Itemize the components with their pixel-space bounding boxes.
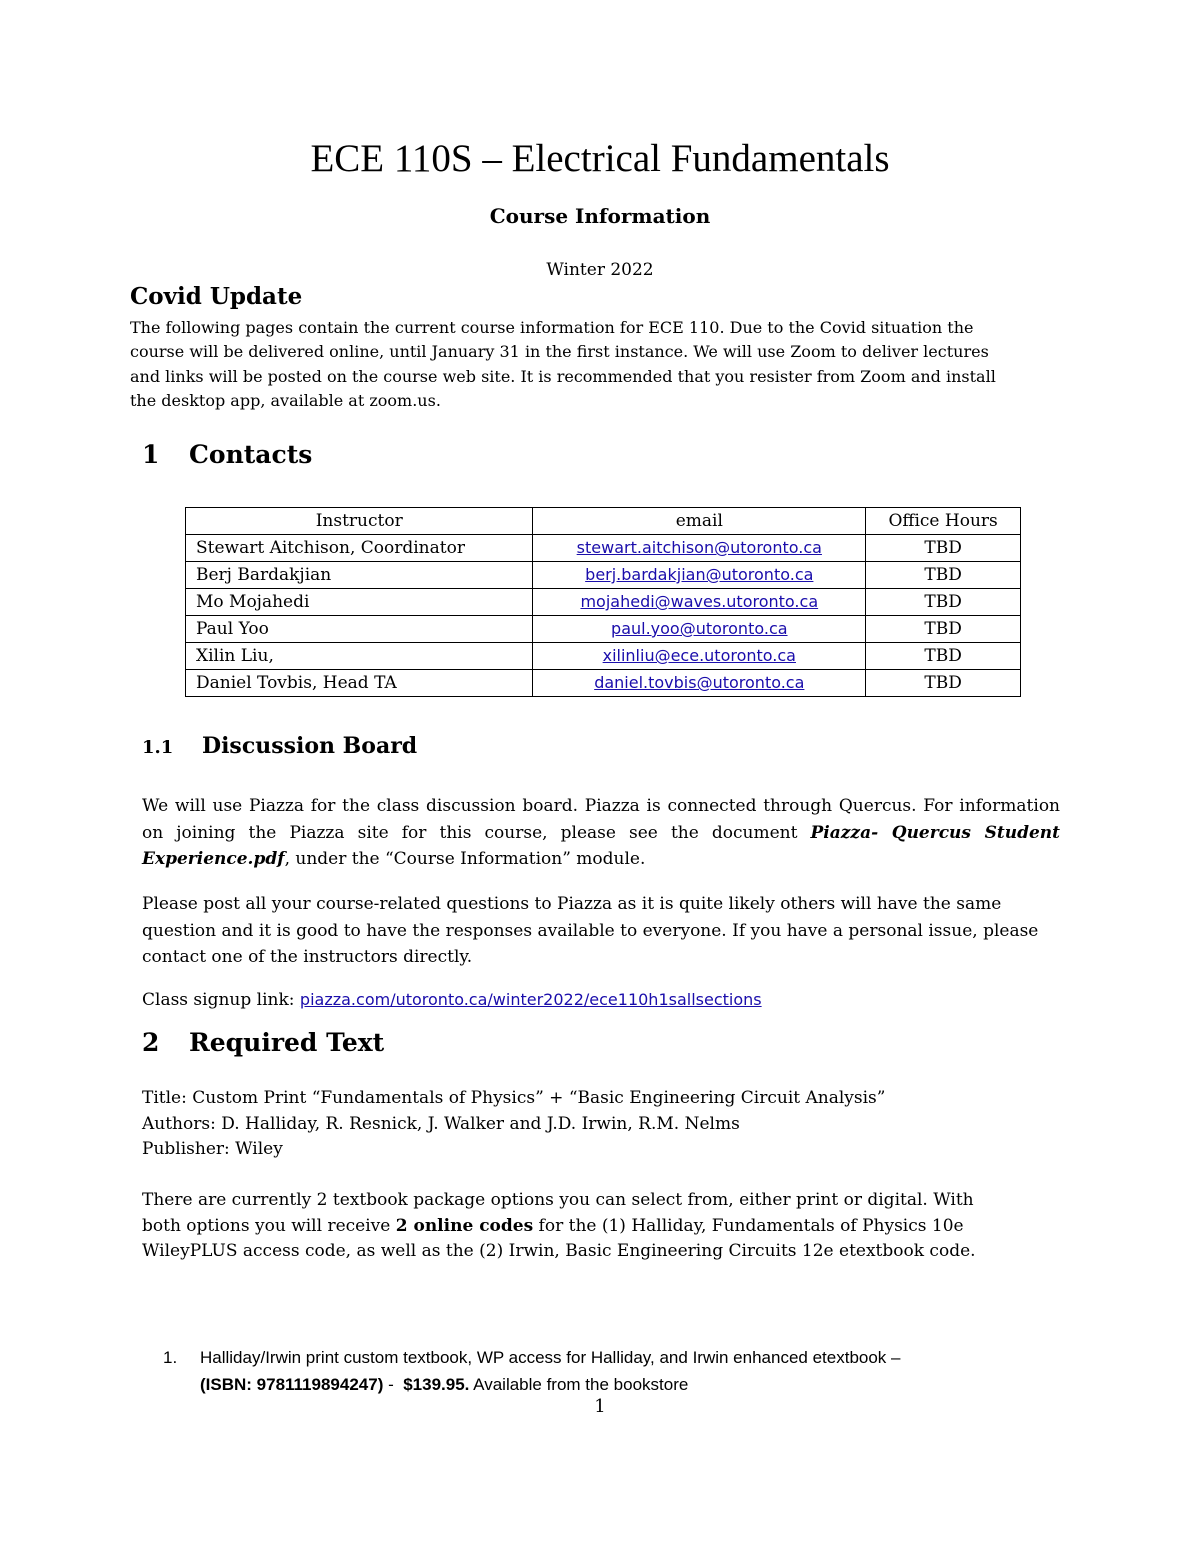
table-row	[186, 643, 1021, 670]
section-title: Discussion Board	[202, 733, 418, 759]
covid-line: the desktop app, available at zoom.us.	[130, 391, 441, 411]
email-link[interactable]: xilinliu@ece.utoronto.ca	[602, 646, 796, 665]
signup-line	[142, 987, 1060, 1014]
section-number: 2	[142, 1028, 160, 1057]
textbook-options-paragraph: There are currently 2 textbook package options you can select from, either print or digital. With both options you will receive 2 online codes for the (1) Halliday, Fundamentals of Physics 10e WileyPLUS access code, as well as the (2) Irwin, Basic Engineering Circuits 12e etextbook code.	[142, 1190, 976, 1261]
office-hours: TBD	[866, 616, 1021, 643]
discussion-paragraph-1: We will use Piazza for the class discussion board. Piazza is connected through Quercus. For information on joining the Piazza site for this course, please see the document Piazza- Quercus Student Experience.pdf, under the “Course Information” module.	[142, 796, 1060, 869]
signup-link[interactable]: piazza.com/utoronto.ca/winter2022/ece110h1sallsections	[299, 990, 762, 1009]
office-hours: TBD	[866, 535, 1021, 562]
instructor-name: Paul Yoo	[186, 616, 533, 643]
instructor-name: Mo Mojahedi	[186, 589, 533, 616]
term-label: Winter 2022	[546, 260, 654, 280]
book-authors-line: Authors: D. Halliday, R. Resnick, J. Walker and J.D. Irwin, R.M. Nelms	[142, 1113, 740, 1134]
isbn: (ISBN: 9781119894247)	[200, 1375, 384, 1394]
option-text: Halliday/Irwin print custom textbook, WP access for Halliday, and Irwin enhanced etextbook – (ISBN: 9781119894247) - $139.95. Available from the bookstore	[200, 1348, 901, 1394]
instructor-name: Xilin Liu,	[186, 643, 533, 670]
covid-line: and links will be posted on the course web site. It is recommended that you resister from Zoom and install	[130, 366, 996, 386]
section-title: Contacts	[189, 440, 313, 469]
column-header-email: email	[533, 508, 866, 535]
book-publisher-line: Publisher: Wiley	[142, 1139, 283, 1159]
table-row	[186, 616, 1021, 643]
instructor-name: Daniel Tovbis, Head TA	[186, 670, 533, 697]
covid-line: course will be delivered online, until January 31 in the first instance. We will use Zoom to deliver lectures	[130, 342, 989, 362]
covid-paragraph	[130, 316, 1065, 414]
table-row	[186, 589, 1021, 616]
table-header-row	[186, 508, 1021, 535]
online-codes-emphasis: 2 online codes	[395, 1215, 534, 1236]
table-row	[186, 562, 1021, 589]
email-link[interactable]: daniel.tovbis@utoronto.ca	[594, 673, 805, 692]
office-hours: TBD	[866, 670, 1021, 697]
table-row	[186, 670, 1021, 697]
document-title: ECE 110S – Electrical Fundamentals	[310, 137, 890, 180]
email-link[interactable]: stewart.aitchison@utoronto.ca	[576, 538, 822, 557]
table-row	[186, 535, 1021, 562]
document-name: Piazza- Quercus Student Experience.pdf	[142, 822, 1060, 869]
page-number: 1	[594, 1396, 606, 1417]
option-number: 1.	[163, 1348, 178, 1367]
instructor-name: Stewart Aitchison, Coordinator	[186, 535, 533, 562]
office-hours: TBD	[866, 643, 1021, 670]
contacts-table	[185, 507, 1021, 697]
column-header-instructor: Instructor	[186, 508, 533, 535]
covid-line: The following pages contain the current course information for ECE 110. Due to the Covid situation the	[130, 318, 974, 337]
book-title-line: Title: Custom Print “Fundamentals of Physics” + “Basic Engineering Circuit Analysis”	[142, 1088, 886, 1108]
office-hours: TBD	[866, 562, 1021, 589]
covid-heading: Covid Update	[130, 283, 303, 310]
column-header-office-hours: Office Hours	[866, 508, 1021, 535]
section-number: 1.1	[142, 737, 174, 758]
email-link[interactable]: paul.yoo@utoronto.ca	[611, 619, 788, 638]
book-details	[142, 1086, 1042, 1163]
discussion-paragraph-2: Please post all your course-related questions to Piazza as it is quite likely others will have the same question and it is good to have the responses available to everyone. If you have a personal issue, please contact one of the instructors directly.	[142, 894, 1039, 967]
instructor-name: Berj Bardakjian	[186, 562, 533, 589]
section-number: 1	[142, 440, 160, 469]
office-hours: TBD	[866, 589, 1021, 616]
price: $139.95.	[403, 1375, 470, 1394]
email-link[interactable]: berj.bardakjian@utoronto.ca	[585, 565, 814, 584]
document-subtitle: Course Information	[489, 204, 711, 228]
section-title: Required Text	[189, 1028, 385, 1057]
signup-label: Class signup link:	[142, 990, 300, 1010]
email-link[interactable]: mojahedi@waves.utoronto.ca	[580, 592, 819, 611]
